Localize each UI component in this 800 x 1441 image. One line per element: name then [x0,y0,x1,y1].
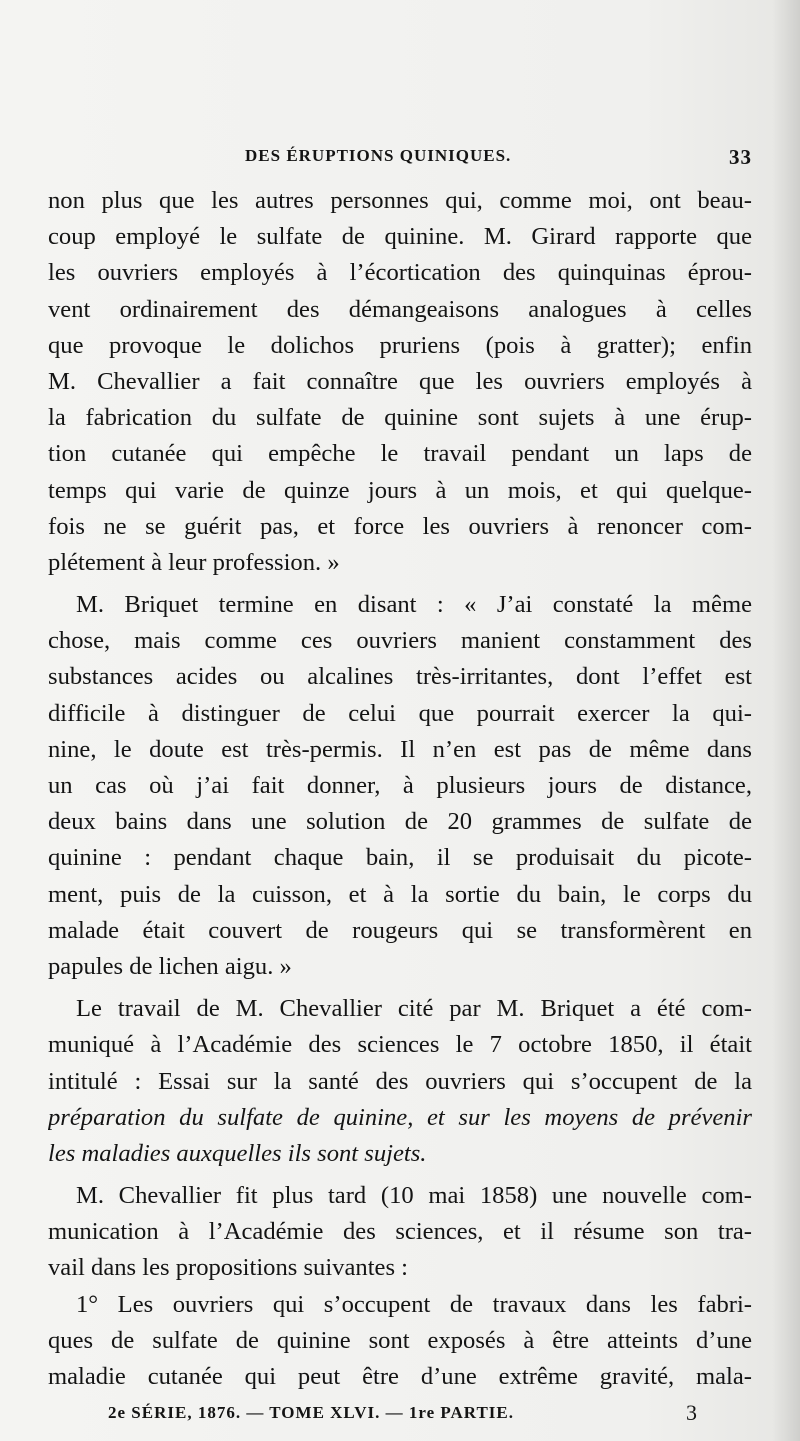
text-line: la fabrication du sulfate de quinine sont sujets à une érup- [48,404,752,432]
text-line: un cas où j’ai fait donner, à plusieurs jours de distance, [48,772,752,799]
text-line: M. Chevallier a fait connaître que les ouvriers employés à [48,367,752,395]
text-line: tion cutanée qui empêche le travail pendant un laps de [48,440,752,468]
text-line: Le travail de M. Chevallier cité par M. Briquet a été com- [76,995,752,1023]
text-line: nine, le doute est très-permis. Il n’en est pas de même dans [48,735,752,763]
signature-mark: 3 [686,1400,698,1425]
text-line: deux bains dans une solution de 20 grammes de sulfate de [48,808,752,836]
footer-series: 2e SÉRIE, 1876. — TOME XLVI. — 1re PARTIE. [108,1403,515,1422]
text-line: malade était couvert de rougeurs qui se transformèrent en [48,916,752,944]
page-edge-shadow [772,0,800,1441]
text-line: vail dans les propositions suivantes : [48,1254,408,1282]
text-line: M. Chevallier fit plus tard (10 mai 1858) une nouvelle com- [76,1182,752,1210]
text-line: non plus que les autres personnes qui, comme moi, ont beau- [48,187,752,214]
text-line: préparation du sulfate de quinine, et sur les moyens de prévenir [48,1103,752,1131]
text-line: fois ne se guérit pas, et force les ouvriers à renoncer com- [48,512,752,540]
text-line: plétement à leur profession. » [48,548,340,576]
text-line: les maladies auxquelles ils sont sujets. [48,1139,427,1167]
text-line: que provoque le dolichos pruriens (pois à gratter); enfin [48,331,752,359]
running-head-title: DES ÉRUPTIONS QUINIQUES. [245,146,512,165]
text-line: ques de sulfate de quinine sont exposés à être atteints d’une [48,1326,752,1354]
text-line: munication à l’Académie des sciences, et il résume son tra- [48,1218,752,1246]
page-footer [108,1400,698,1427]
text-line: temps qui varie de quinze jours à un mois, et qui quelque- [48,476,752,504]
text-line: quinine : pendant chaque bain, il se produisait du picote- [48,844,752,872]
body-text [48,183,752,1395]
text-line: substances acides ou alcalines très-irritantes, dont l’effet est [48,663,752,691]
text-line: difficile à distinguer de celui que pourrait exercer la qui- [48,699,752,727]
text-line: M. Briquet termine en disant : « J’ai constaté la même [76,591,752,619]
text-line: papules de lichen aigu. » [48,952,292,980]
page-number: 33 [729,145,752,169]
text-line: les ouvriers employés à l’écortication des quinquinas éprou- [48,259,752,287]
text-line: ment, puis de la cuisson, et à la sortie du bain, le corps du [48,880,752,908]
text-line: chose, mais comme ces ouvriers manient constamment des [48,627,752,655]
text-line: 1° Les ouvriers qui s’occupent de travaux dans les fabri- [76,1290,752,1318]
running-head [48,146,752,172]
text-line: maladie cutanée qui peut être d’une extrême gravité, mala- [48,1363,752,1390]
text-line: intitulé : Essai sur la santé des ouvriers qui s’occupent de la [48,1067,752,1095]
text-line: coup employé le sulfate de quinine. M. Girard rapporte que [48,223,752,251]
text-line: vent ordinairement des démangeaisons analogues à celles [48,295,752,323]
text-line: muniqué à l’Académie des sciences le 7 octobre 1850, il était [48,1031,752,1059]
